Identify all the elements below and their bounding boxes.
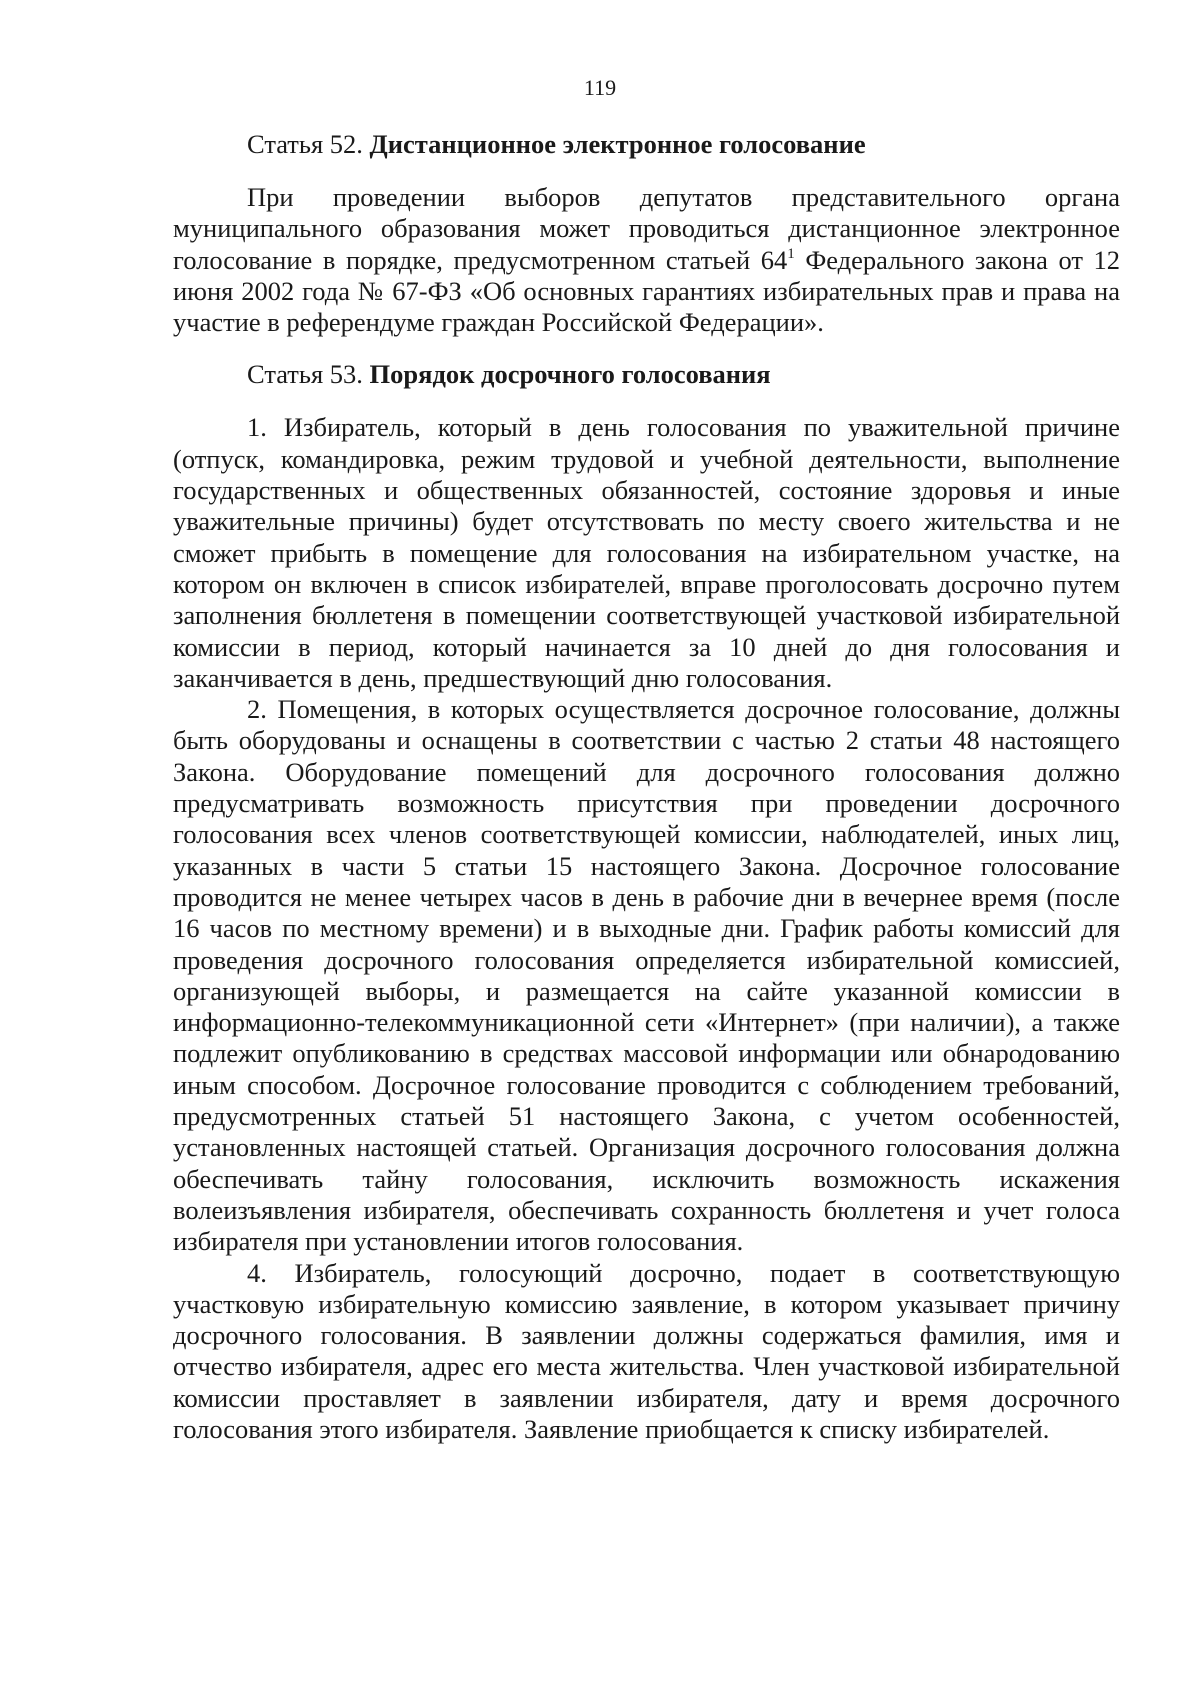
article-52-text-part-2: Федерального закона от 12 июня 2002 года № 67-ФЗ «Об основных гарантиях избирательных прав и права на участие в референдуме граждан Российской Федерации». [173, 244, 1120, 338]
page-number: 119 [583, 75, 617, 100]
article-53-title: Порядок досрочного голосования [369, 359, 771, 390]
article-53-paragraph-2: 2. Помещения, в которых осуществляется досрочное голосование, должны быть оборудованы и оснащены в соответствии с частью 2 статьи 48 настоящего Закона. Оборудование помещений для досрочного голосования должно предусматривать возможность присутствия при проведении досрочного голосования всех членов соответствующей комиссии, наблюдателей, иных лиц, указанных в части 5 статьи 15 настоящего Закона. Досрочное голосование проводится не менее четырех часов в день в рабочие дни в вечернее время (после 16 часов по местному времени) и в выходные дни. График работы комиссий для проведения досрочного голосования определяется избирательной комиссией, организующей выборы, и размещается на сайте указанной комиссии в информационно-телекоммуникационной сети «Интернет» (при наличии), а также подлежит опубликованию в средствах массовой информации или обнародованию иным способом. Досрочное голосование проводится с соблюдением требований, предусмотренных статьей 51 настоящего Закона, с учетом особенностей, установленных настоящей статьей. Организация досрочного голосования должна обеспечивать тайну голосования, исключить возможность искажения волеизъявления избирателя, обеспечивать сохранность бюллетеня и учет голоса избирателя при установлении итогов голосования. [173, 694, 1120, 1257]
article-52-text-part-1: При проведении выборов депутатов представительного органа муниципального образования может проводиться дистанционное электронное голосование в порядке, предусмотренном статьей 64 [173, 182, 1120, 275]
article-52-heading [173, 128, 1120, 160]
article-52-paragraph [173, 182, 1120, 338]
document-body [173, 128, 1120, 1445]
article-53-paragraph-1: 1. Избиратель, который в день голосования по уважительной причине (отпуск, командировка, режим трудовой и учебной деятельности, выполнение государственных и общественных обязанностей, состояние здоровья и иные уважительные причины) будет отсутствовать по месту своего жительства и не сможет прибыть в помещение для голосования на избирательном участке, на котором он включен в список избирателей, вправе проголосовать досрочно путем заполнения бюллетеня в помещении соответствующей участковой избирательной комиссии в период, который начинается за 10 дней до дня голосования и заканчивается в день, предшествующий дню голосования. [173, 412, 1120, 693]
article-52-superscript: 1 [787, 245, 795, 262]
article-53-label: Статья 53. [247, 359, 363, 390]
article-52-title: Дистанционное электронное голосование [369, 129, 866, 159]
article-52-label: Статья 52. [247, 129, 363, 159]
article-53-paragraph-4: 4. Избиратель, голосующий досрочно, подает в соответствующую участковую избирательную комиссию заявление, в котором указывает причину досрочного голосования. В заявлении должны содержаться фамилия, имя и отчество избирателя, адрес его места жительства. Член участковой избирательной комиссии проставляет в заявлении избирателя, дату и время досрочного голосования этого избирателя. Заявление приобщается к списку избирателей. [173, 1257, 1120, 1444]
article-53-heading [173, 358, 1120, 390]
